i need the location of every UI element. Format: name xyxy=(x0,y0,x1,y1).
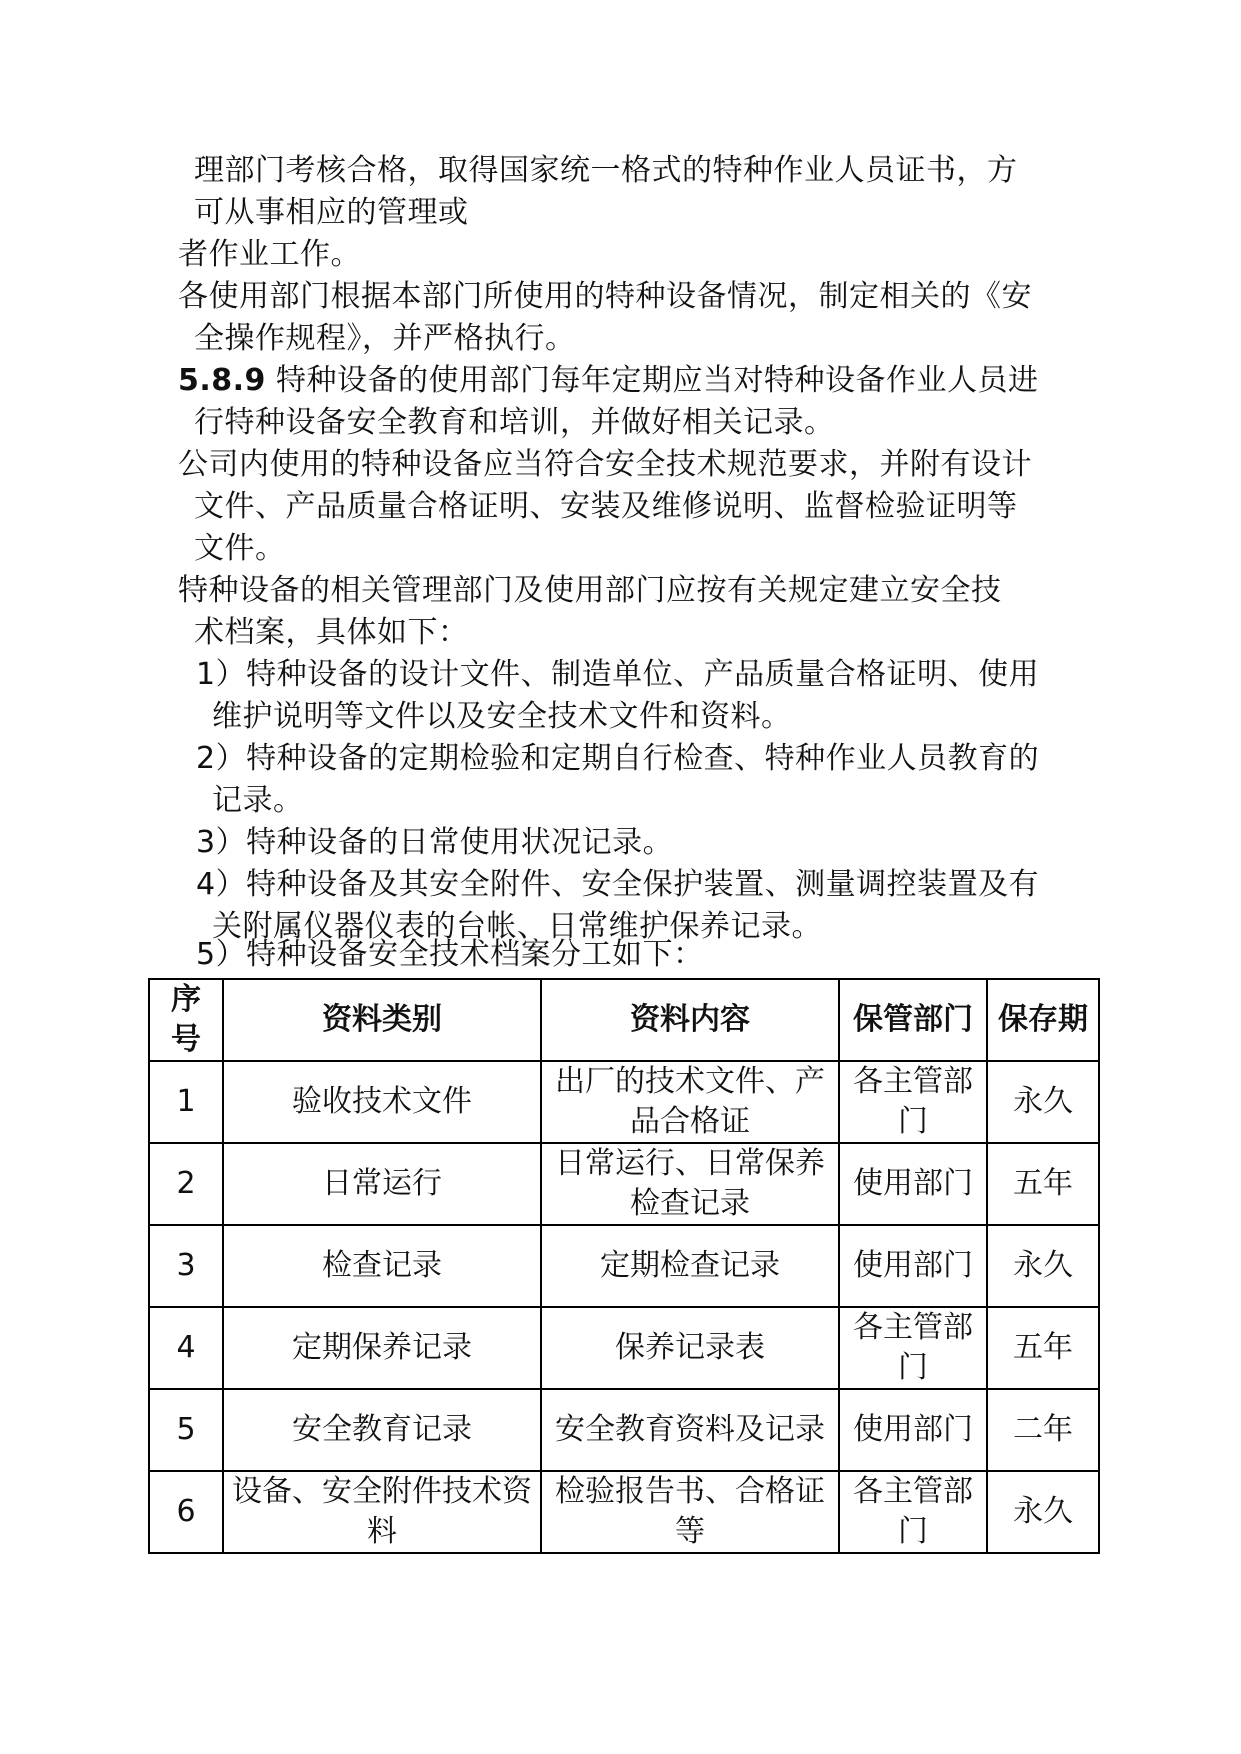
cell-seq: 6 xyxy=(149,1471,223,1553)
paragraph-certificate xyxy=(178,150,1098,276)
cell-category: 定期保养记录 xyxy=(223,1307,541,1389)
header-custodian: 保管部门 xyxy=(839,979,987,1061)
table-header-row xyxy=(149,979,1099,1061)
cell-custodian: 使用部门 xyxy=(839,1143,987,1225)
paragraph-compliance xyxy=(178,444,1098,570)
cell-content: 出厂的技术文件、产品合格证 xyxy=(541,1061,839,1143)
paragraph-line: 理部门考核合格，取得国家统一格式的特种作业人员证书，方 xyxy=(194,153,1018,188)
list-line: 2）特种设备的定期检验和定期自行检查、特种作业人员教育的 xyxy=(196,741,1040,776)
cell-category: 检查记录 xyxy=(223,1225,541,1307)
cell-category: 验收技术文件 xyxy=(223,1061,541,1143)
cell-seq: 2 xyxy=(149,1143,223,1225)
table-row xyxy=(149,1225,1099,1307)
cell-custodian: 使用部门 xyxy=(839,1389,987,1471)
cell-seq: 4 xyxy=(149,1307,223,1389)
paragraph-line: 者作业工作。 xyxy=(178,237,361,272)
cell-retention: 二年 xyxy=(987,1389,1099,1471)
paragraph-text: 特种设备的使用部门每年定期应当对特种设备作业人员进 xyxy=(265,363,1039,398)
cell-content: 日常运行、日常保养检查记录 xyxy=(541,1143,839,1225)
paragraph-line: 文件。 xyxy=(194,531,286,566)
header-content: 资料内容 xyxy=(541,979,839,1061)
section-number: 5.8.9 xyxy=(178,363,266,398)
cell-category: 日常运行 xyxy=(223,1143,541,1225)
table-row xyxy=(149,1143,1099,1225)
cell-seq: 1 xyxy=(149,1061,223,1143)
cell-content: 检验报告书、合格证等 xyxy=(541,1471,839,1553)
cell-content: 安全教育资料及记录 xyxy=(541,1389,839,1471)
list-item-3 xyxy=(196,822,1098,864)
table-row xyxy=(149,1061,1099,1143)
paragraph-line: 可从事相应的管理或 xyxy=(194,195,469,230)
archive-table xyxy=(148,978,1100,1554)
paragraph-line: 各使用部门根据本部门所使用的特种设备情况，制定相关的《安 xyxy=(178,279,1032,314)
paragraph-line: 全操作规程》，并严格执行。 xyxy=(194,321,576,356)
list-item-5 xyxy=(196,934,1098,976)
table-row xyxy=(149,1471,1099,1553)
cell-content: 定期检查记录 xyxy=(541,1225,839,1307)
list-item-2 xyxy=(196,738,1098,822)
header-category: 资料类别 xyxy=(223,979,541,1061)
cell-retention: 永久 xyxy=(987,1061,1099,1143)
paragraph-archive xyxy=(178,570,1098,654)
cell-custodian: 各主管部门 xyxy=(839,1061,987,1143)
list-line: 关附属仪器仪表的台帐、日常维护保养记录。 xyxy=(212,909,822,944)
paragraph-operating-rules xyxy=(178,276,1098,360)
cell-seq: 5 xyxy=(149,1389,223,1471)
list-line: 记录。 xyxy=(212,783,304,818)
list-line: 维护说明等文件以及安全技术文件和资料。 xyxy=(212,699,792,734)
cell-category: 设备、安全附件技术资料 xyxy=(223,1471,541,1553)
table-row xyxy=(149,1307,1099,1389)
paragraph-line xyxy=(178,360,1098,402)
list-line: 4）特种设备及其安全附件、安全保护装置、测量调控装置及有 xyxy=(196,867,1040,902)
cell-retention: 五年 xyxy=(987,1143,1099,1225)
paragraph-line: 特种设备的相关管理部门及使用部门应按有关规定建立安全技 xyxy=(178,573,1002,608)
header-seq: 序号 xyxy=(149,979,223,1061)
cell-retention: 永久 xyxy=(987,1225,1099,1307)
list-line: 1）特种设备的设计文件、制造单位、产品质量合格证明、使用 xyxy=(196,657,1040,692)
paragraph-line: 行特种设备安全教育和培训，并做好相关记录。 xyxy=(194,405,835,440)
cell-retention: 五年 xyxy=(987,1307,1099,1389)
list-item-1 xyxy=(196,654,1098,738)
paragraph-5-8-9 xyxy=(178,360,1098,444)
table-row xyxy=(149,1389,1099,1471)
paragraph-line: 公司内使用的特种设备应当符合安全技术规范要求，并附有设计 xyxy=(178,447,1032,482)
cell-category: 安全教育记录 xyxy=(223,1389,541,1471)
cell-retention: 永久 xyxy=(987,1471,1099,1553)
cell-custodian: 各主管部门 xyxy=(839,1307,987,1389)
cell-custodian: 使用部门 xyxy=(839,1225,987,1307)
list-line: 3）特种设备的日常使用状况记录。 xyxy=(196,825,674,860)
header-retention: 保存期 xyxy=(987,979,1099,1061)
cell-seq: 3 xyxy=(149,1225,223,1307)
cell-content: 保养记录表 xyxy=(541,1307,839,1389)
paragraph-line: 文件、产品质量合格证明、安装及维修说明、监督检验证明等 xyxy=(194,489,1018,524)
list-line: 5）特种设备安全技术档案分工如下： xyxy=(196,937,704,972)
cell-custodian: 各主管部门 xyxy=(839,1471,987,1553)
paragraph-line: 术档案，具体如下： xyxy=(194,615,469,650)
